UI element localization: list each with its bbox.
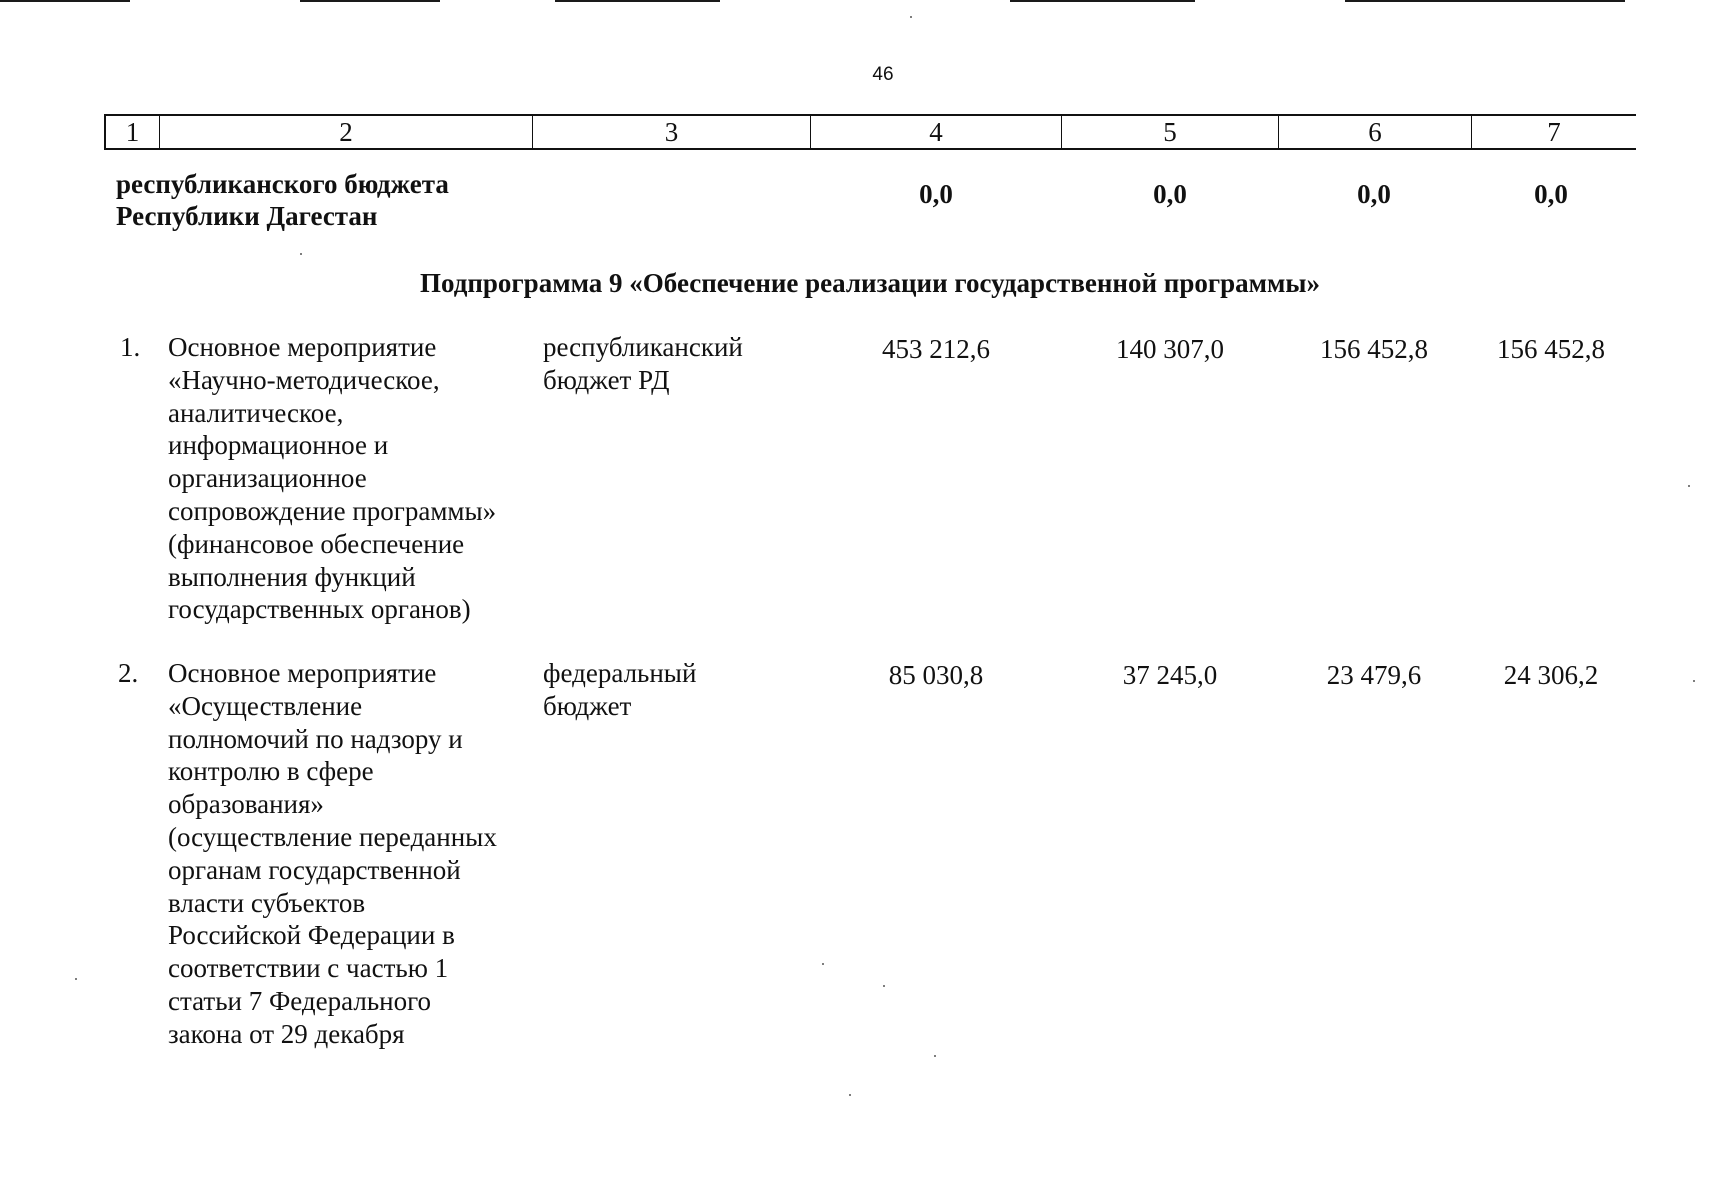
header-column-6: 6 [1279,116,1472,148]
row-2-description [168,657,497,1051]
description-line: организационное [168,463,367,494]
description-line: «Осуществление [168,690,363,721]
description-line: контролю в сфере [168,756,374,787]
header-column-7: 7 [1547,117,1561,147]
budget-value-col5: 0,0 [1153,179,1187,209]
description-line: (осуществление переданных [168,821,497,852]
table-header-row [104,114,1636,150]
description-line: Российской Федерации в [168,920,455,951]
budget-value-col4: 0,0 [919,179,953,209]
description-line: полномочий по надзору и [168,723,463,754]
scan-edge-mark [555,0,720,2]
header-column-3: 3 [533,116,811,148]
budget-label-line: Республики Дагестан [116,201,378,231]
row-1-value-col4: 453 212,6 [882,334,990,364]
row-2-value-col7: 24 306,2 [1503,660,1599,690]
description-line: (финансовое обеспечение [168,528,465,559]
description-line: Основное мероприятие [168,658,437,688]
header-column-2: 2 [160,116,533,148]
scan-edge-mark [0,0,130,2]
header-column-1: 1 [106,116,160,148]
scan-speck [822,963,824,965]
budget-value-col6: 0,0 [1357,179,1391,209]
row-1-value-col5: 140 307,0 [1116,334,1224,364]
row-1-value-col7: 156 452,8 [1497,334,1605,364]
page-number: 46 [872,64,894,85]
description-line: власти субъектов [168,887,366,918]
source-line: республиканский [543,332,743,362]
description-line: органам государственной [168,854,461,885]
description-line: выполнения функций [168,561,416,592]
row-2-value-col4: 85 030,8 [888,660,984,690]
row-1-value-col6: 156 452,8 [1320,334,1428,364]
budget-value-col7: 0,0 [1534,179,1568,209]
row-1-funding-source [543,331,743,397]
description-line: информационное и [168,430,389,461]
scan-speck [75,978,77,980]
scan-speck [910,16,912,18]
scan-speck [1688,485,1690,487]
description-line: «Научно-методическое, [168,364,440,395]
description-line: государственных органов) [168,594,471,625]
description-line: сопровождение программы» [168,495,497,526]
row-2-number: 2. [118,658,139,688]
description-line: соответствии с частью 1 [168,953,449,984]
description-line: образования» [168,789,324,820]
budget-label-line: республиканского бюджета [116,169,449,199]
description-line: аналитическое, [168,397,344,428]
scan-edge-mark [1010,0,1195,2]
row-2-value-col5: 37 245,0 [1122,660,1218,690]
description-line: Основное мероприятие [168,332,437,362]
header-column-5: 5 [1062,116,1279,148]
source-line: федеральный [543,658,697,688]
description-line: статьи 7 Федерального [168,985,431,1016]
scan-edge-mark [300,0,440,2]
scan-speck [300,253,302,255]
scan-speck [883,985,885,987]
subprogram-title: Подпрограмма 9 «Обеспечение реализации государственной программы» [419,268,1321,298]
source-line: бюджет РД [543,364,670,395]
header-column-4: 4 [811,116,1062,148]
scan-speck [1693,680,1695,682]
row-1-description [168,331,496,626]
scan-edge-mark [1345,0,1625,2]
scan-speck [849,1094,851,1096]
description-line: закона от 29 декабря [168,1018,405,1049]
scan-speck [934,1055,936,1057]
row-2-funding-source [543,657,696,723]
source-line: бюджет [543,690,632,721]
row-2-value-col6: 23 479,6 [1326,660,1422,690]
row-1-number: 1. [120,332,141,362]
